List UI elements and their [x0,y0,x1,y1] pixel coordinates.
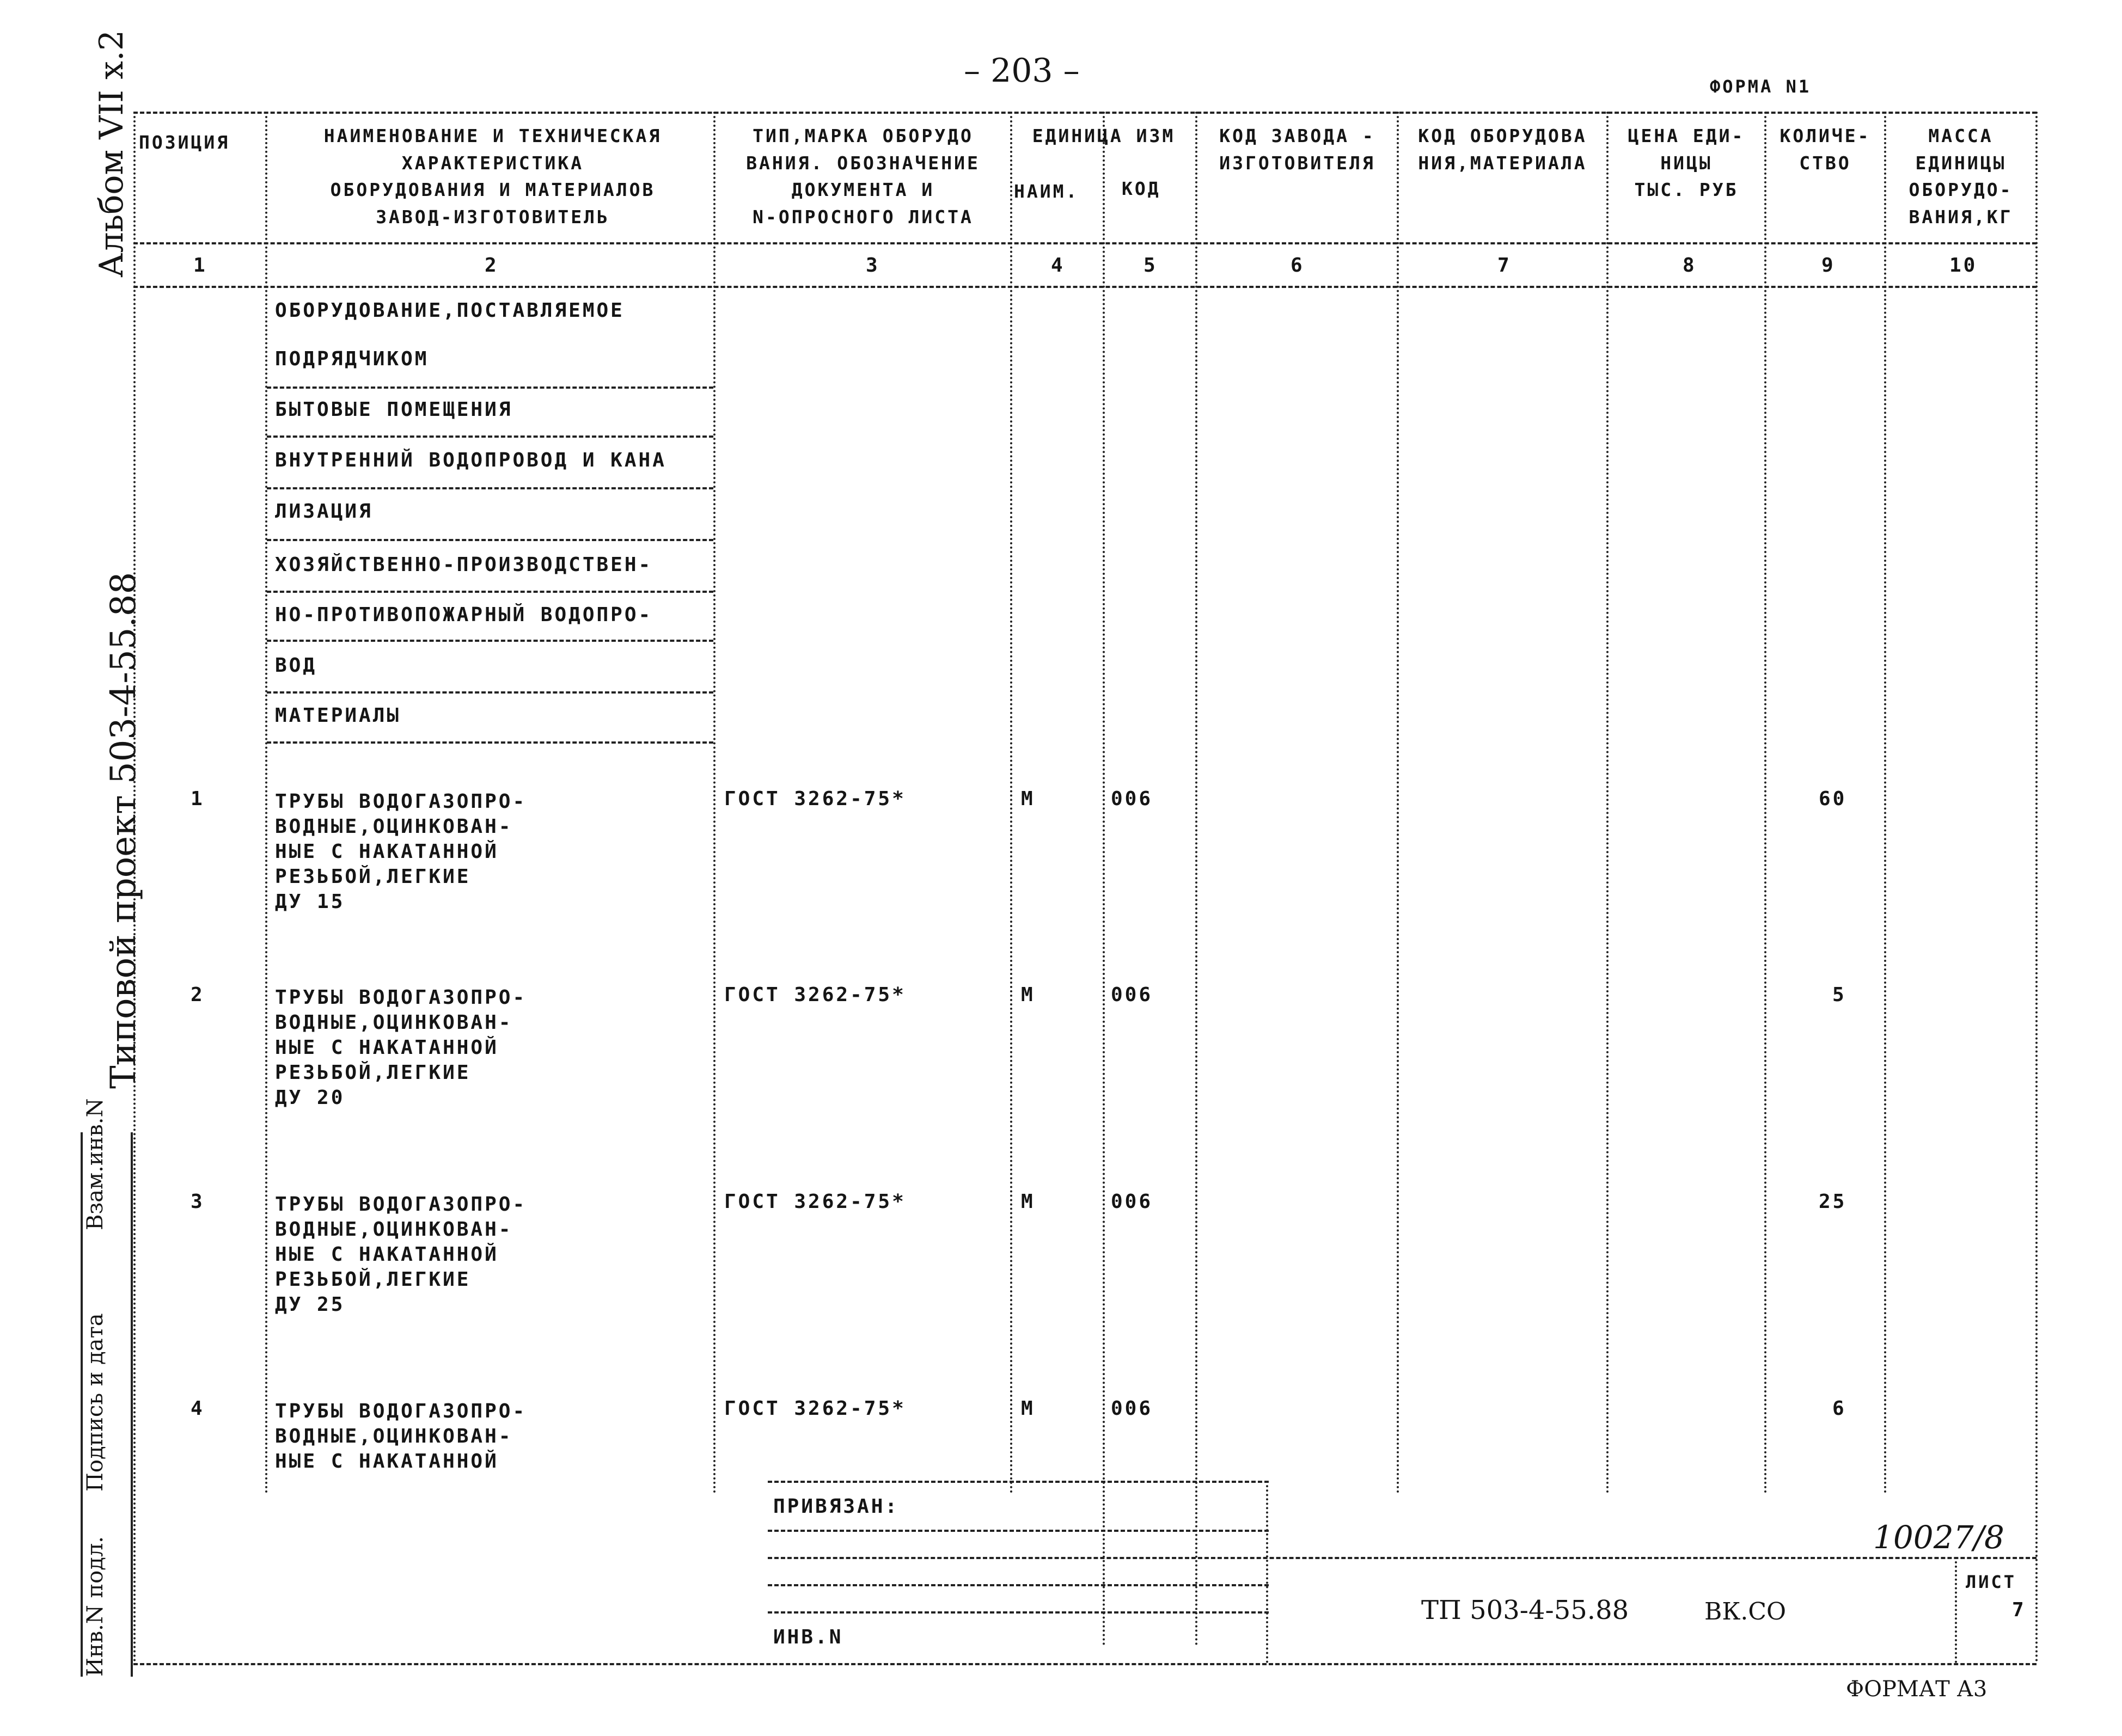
header-line: КОЛИЧЕ- [1779,125,1871,146]
section-line: МАТЕРИАЛЫ [275,704,401,727]
item-name-line: ДУ 20 [275,1087,345,1109]
item-unit: М [1021,1397,1035,1420]
colnum-bottom-border [133,286,2037,288]
left-margin-line-2 [81,1132,83,1677]
stamp-inv-label: ИНВ.N [773,1626,843,1648]
section-divider [267,691,713,694]
stamp-doc-code: ТП 503-4-55.88 [1421,1595,1629,1625]
item-position: 3 [191,1191,205,1213]
section-line: ОБОРУДОВАНИЕ,ПОСТАВЛЯЕМОЕ [275,299,625,322]
section-line: ВОД [275,654,317,677]
col-sep-5 [1195,112,1197,1647]
item-name-line: ТРУБЫ ВОДОГАЗОПРО- [275,1400,527,1422]
header-line: ВАНИЯ. ОБОЗНАЧЕНИЕ [746,152,980,174]
header-line: ПОЗИЦИЯ [139,132,230,153]
item-name-line: ВОДНЫЕ,ОЦИНКОВАН- [275,1218,513,1241]
item-name [275,1399,527,1474]
header-factory-code [1201,122,1394,176]
header-line: ХАРАКТЕРИСТИКА [401,152,584,174]
stamp-vline [1955,1557,1957,1663]
stamp-sheet-label: ЛИСТ [1966,1572,2017,1592]
column-number: 4 [1051,254,1065,277]
section-line: ПОДРЯДЧИКОМ [275,348,429,370]
col-sep-0 [133,112,136,1663]
col-sep-4 [1103,112,1105,1647]
column-number: 2 [485,254,499,277]
column-number: 9 [1821,254,1836,277]
item-position: 2 [191,984,205,1006]
item-name-line: НЫЕ С НАКАТАННОЙ [275,1243,499,1266]
header-line: ЗАВОД-ИЗГОТОВИТЕЛЬ [376,206,610,228]
col-sep-6 [1397,112,1399,1494]
item-name-line: РЕЗЬБОЙ,ЛЕГКИЕ [275,866,471,888]
item-document: ГОСТ 3262-75* [724,788,906,810]
item-name-line: ТРУБЫ ВОДОГАЗОПРО- [275,790,527,813]
item-name-line: РЕЗЬБОЙ,ЛЕГКИЕ [275,1062,471,1084]
stamp-signature-date: Подпись и дата [83,1313,108,1492]
header-quantity [1768,122,1883,176]
section-divider [267,487,713,489]
item-name-line: ВОДНЫЕ,ОЦИНКОВАН- [275,1425,513,1447]
item-name-line: ДУ 15 [275,891,345,913]
section-line: ЛИЗАЦИЯ [275,500,373,523]
item-code: 006 [1111,788,1153,810]
item-code: 006 [1111,984,1153,1006]
stamp-line [768,1530,1269,1532]
header-name [278,122,708,230]
header-line: ЦЕНА ЕДИ- [1628,125,1745,146]
format-label: ФОРМАТ А3 [1846,1677,1988,1702]
section-divider [267,741,713,744]
column-number: 1 [193,254,207,277]
item-quantity: 5 [1832,984,1846,1006]
column-number: 6 [1291,254,1305,277]
stamp-sheet-number: 7 [2012,1599,2026,1621]
stamp-replace-inv: Взам.инв.N [83,1098,108,1230]
item-unit: М [1021,788,1035,810]
header-line: ДОКУМЕНТА И [791,179,935,200]
header-line: НИЦЫ [1660,152,1713,174]
item-name-line: НЫЕ С НАКАТАННОЙ [275,1450,499,1473]
header-line: ОБОРУДО- [1909,179,2013,200]
stamp-line [768,1557,2037,1559]
header-line: ТИП,МАРКА ОБОРУДО [753,125,974,146]
column-number: 7 [1497,254,1512,277]
section-divider [267,539,713,541]
header-price [1611,122,1762,204]
item-code: 006 [1111,1397,1153,1420]
header-line: ЕДИНИЦА ИЗМ [1032,125,1176,146]
page-number: – 203 – [964,52,1080,90]
header-line: ИЗГОТОВИТЕЛЯ [1219,152,1375,174]
column-number: 3 [866,254,880,277]
stamp-inv-original: Инв.N подл. [83,1536,108,1677]
column-number: 5 [1143,254,1158,277]
stamp-vline [1266,1481,1268,1663]
table-bottom-border [133,1663,2037,1665]
item-name-line: ТРУБЫ ВОДОГАЗОПРО- [275,986,527,1009]
header-mass [1887,122,2034,230]
section-divider [267,435,713,438]
header-bottom-border [133,242,2037,244]
section-line: ВНУТРЕННИЙ ВОДОПРОВОД И КАНА [275,449,666,471]
header-line: ТЫС. РУБ [1634,179,1739,200]
header-position [139,133,230,151]
item-name [275,1192,527,1317]
table-top-border [133,112,2037,114]
project-label: Типовой проект 503-4-55.88 [103,572,144,1089]
item-name-line: НЫЕ С НАКАТАННОЙ [275,1036,499,1059]
column-number: 10 [1949,254,1978,277]
item-document: ГОСТ 3262-75* [724,1191,906,1213]
header-line: N-ОПРОСНОГО ЛИСТА [753,206,974,228]
section-divider [267,387,713,389]
header-line: НАИМЕНОВАНИЕ И ТЕХНИЧЕСКАЯ [323,125,662,146]
stamp-line [768,1584,1269,1586]
item-name-line: НЫЕ С НАКАТАННОЙ [275,841,499,863]
left-margin-line [131,1132,133,1677]
form-label: ФОРМА N1 [1710,76,1812,97]
item-name [275,789,527,915]
header-line: ВАНИЯ,КГ [1909,206,2013,228]
header-code [1122,180,1161,198]
col-sep-7 [1606,112,1609,1494]
header-line: НИЯ,МАТЕРИАЛА [1418,152,1587,174]
section-line: БЫТОВЫЕ ПОМЕЩЕНИЯ [275,398,513,421]
header-line: КОД ЗАВОДА - [1219,125,1375,146]
col-sep-3 [1010,112,1012,1494]
col-sep-9 [1884,112,1886,1494]
header-line: КОД [1122,178,1161,199]
item-unit: М [1021,984,1035,1006]
item-document: ГОСТ 3262-75* [724,1397,906,1420]
item-code: 006 [1111,1191,1153,1213]
header-unit [1014,122,1194,205]
item-name-line: ВОДНЫЕ,ОЦИНКОВАН- [275,815,513,838]
header-line: КОД ОБОРУДОВА [1418,125,1587,146]
column-number: 8 [1683,254,1697,277]
stamp-sheet-code: ВК.СО [1704,1598,1787,1625]
header-line: ЕДИНИЦЫ [1915,152,2007,174]
item-name-line: РЕЗЬБОЙ,ЛЕГКИЕ [275,1268,471,1291]
header-line: НАИМ. [1014,180,1079,202]
stamp-line [768,1611,1269,1614]
header-line: МАССА [1928,125,1993,146]
col-sep-10 [2035,112,2038,1663]
album-label: Альбом VII х.2 [93,29,131,278]
header-line: СТВО [1799,152,1851,174]
item-name-line: ДУ 25 [275,1293,345,1316]
stamp-line [768,1481,1269,1483]
header-type [721,122,1005,230]
item-quantity: 25 [1819,1191,1847,1213]
col-sep-8 [1764,112,1766,1494]
item-unit: М [1021,1191,1035,1213]
col-sep-1 [265,112,267,1494]
section-line: НО-ПРОТИВОПОЖАРНЫЙ ВОДОПРО- [275,604,653,626]
item-quantity: 60 [1819,788,1847,810]
item-quantity: 6 [1832,1397,1846,1420]
item-name-line: ВОДНЫЕ,ОЦИНКОВАН- [275,1011,513,1034]
col-sep-2 [713,112,716,1494]
item-document: ГОСТ 3262-75* [724,984,906,1006]
section-line: ХОЗЯЙСТВЕННО-ПРОИЗВОДСТВЕН- [275,554,653,576]
item-name-line: ТРУБЫ ВОДОГАЗОПРО- [275,1193,527,1216]
section-divider [267,640,713,642]
item-name [275,985,527,1111]
section-divider [267,591,713,593]
header-line: ОБОРУДОВАНИЯ И МАТЕРИАЛОВ [330,179,656,200]
header-equipment-code [1401,122,1605,176]
stamp-number: 10027/8 [1873,1519,2004,1556]
item-position: 1 [191,788,205,810]
item-position: 4 [191,1397,205,1420]
stamp-bound-label: ПРИВЯЗАН: [773,1495,900,1518]
